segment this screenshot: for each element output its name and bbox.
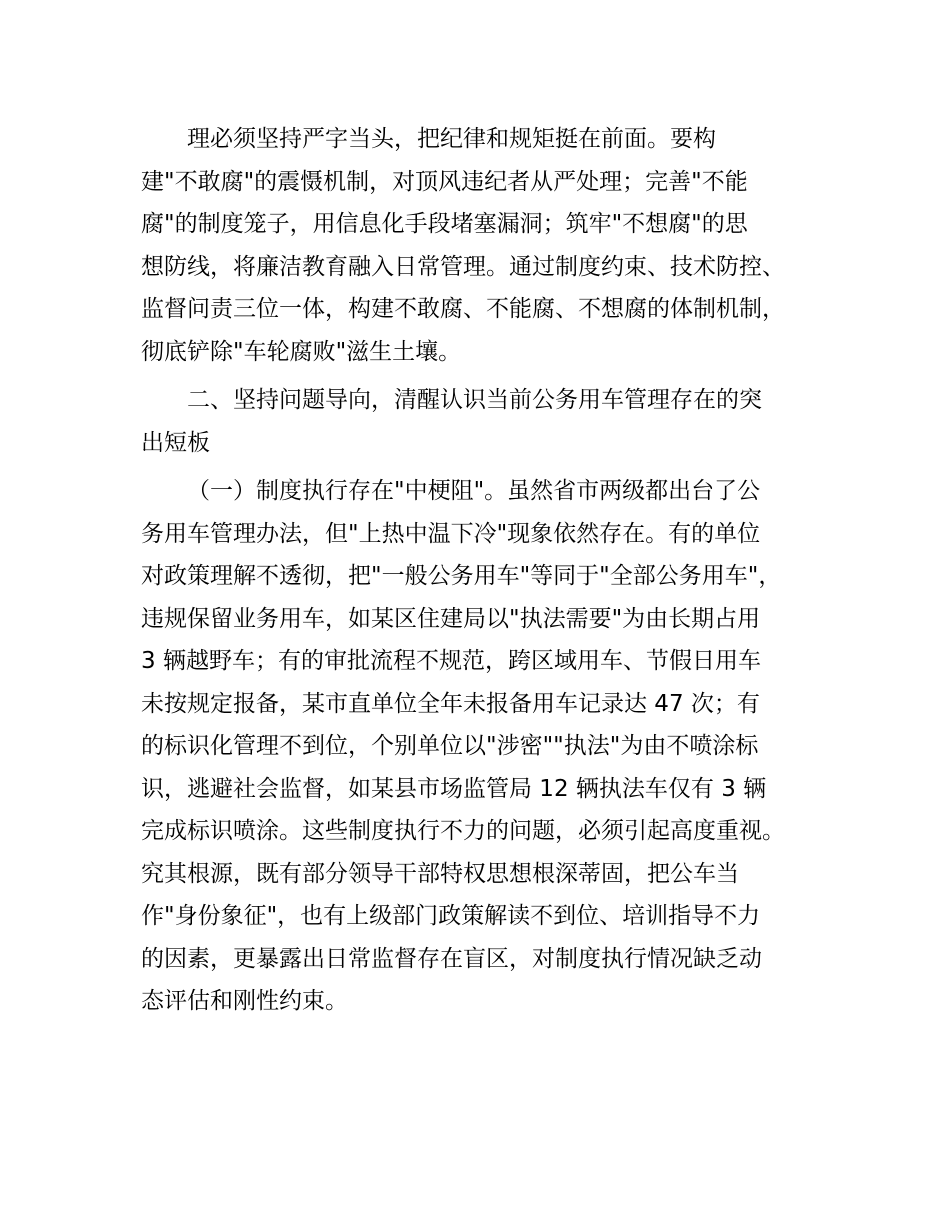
text-line: 究其根源，既有部分领导干部特权思想根深蒂固，把公车当 <box>141 860 739 887</box>
section-heading-2 <box>141 379 841 464</box>
text-line: 监督问责三位一体，构建不敢腐、不能腐、不想腐的体制机制， <box>141 296 785 322</box>
text-line: 作"身份象征"，也有上级部门政策解读不到位、培训指导不力 <box>141 903 761 929</box>
text-line: 完成标识喷涂。这些制度执行不力的问题，必须引起高度重视。 <box>141 818 785 844</box>
text-line: 对政策理解不透彻，把"一般公务用车"等同于"全部公务用车"， <box>141 563 782 589</box>
text-line: 建"不敢腐"的震慑机制，对顶风违纪者从严处理；完善"不能 <box>141 168 748 195</box>
text-line: 的标识化管理不到位，个别单位以"涉密""执法"为由不喷涂标 <box>141 733 759 759</box>
text-line: 彻底铲除"车轮腐败"滋生土壤。 <box>141 338 462 365</box>
text-line: 3 辆越野车；有的审批流程不规范，跨区域用车、节假日用车 <box>141 648 761 674</box>
heading-line: 二、坚持问题导向，清醒认识当前公务用车管理存在的突 <box>187 387 762 413</box>
document-body <box>141 118 841 1023</box>
text-line: 违规保留业务用车，如某区住建局以"执法需要"为由长期占用 <box>141 605 761 632</box>
text-line: 理必须坚持严字当头，把纪律和规矩挺在前面。要构 <box>187 126 716 152</box>
text-line: 识，逃避社会监督，如某县市场监管局 12 辆执法车仅有 3 辆 <box>141 775 767 802</box>
text-line: 态评估和刚性约束。 <box>141 988 348 1014</box>
text-line: 务用车管理办法，但"上热中温下冷"现象依然存在。有的单位 <box>141 520 761 547</box>
text-line: 的因素，更暴露出日常监督存在盲区，对制度执行情况缺乏动 <box>141 945 762 972</box>
text-line: 想防线，将廉洁教育融入日常管理。通过制度约束、技术防控、 <box>141 253 785 280</box>
heading-line: 出短板 <box>141 429 210 456</box>
text-line: （一）制度执行存在"中梗阻"。虽然省市两级都出台了公 <box>187 478 761 504</box>
text-line: 未按规定报备，某市直单位全年未报备用车记录达 47 次；有 <box>141 690 760 717</box>
text-line: 腐"的制度笼子，用信息化手段堵塞漏洞；筑牢"不想腐"的思 <box>141 211 748 237</box>
paragraph-execution-issues <box>141 470 841 1023</box>
paragraph-anti-corruption <box>141 118 841 373</box>
